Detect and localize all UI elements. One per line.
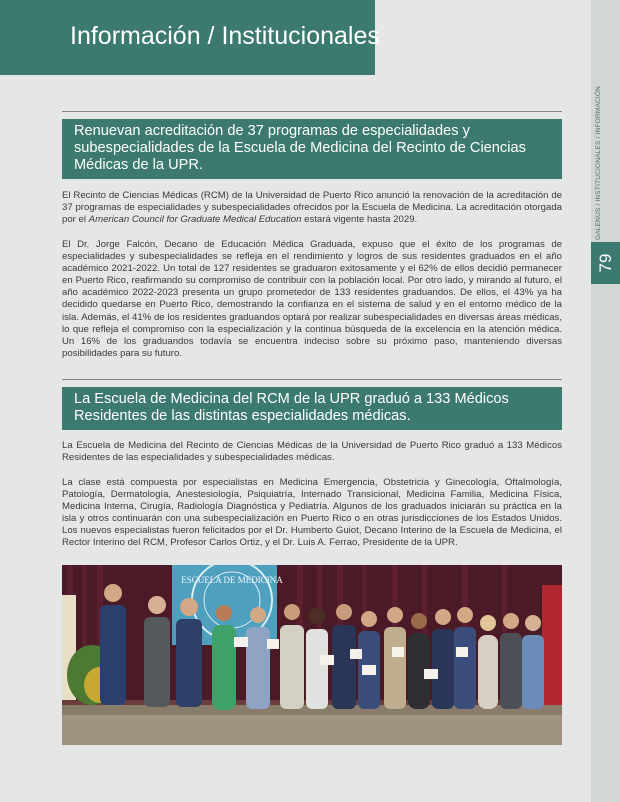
article-1-paragraph-1 — [62, 190, 562, 226]
article-1-heading: Renuevan acreditación de 37 programas de especialidades y subespecialidades de la Escuela de Medicina del Recinto de Ciencias Médicas de la UPR. — [62, 119, 562, 179]
graduation-photo — [62, 565, 562, 745]
seal-banner-text: ESCUELA DE MEDICINA — [181, 575, 283, 585]
article-1-paragraph-2: El Dr. Jorge Falcón, Decano de Educación Médica Graduada, expuso que el éxito de los programas de especialidades y subespecialidades se refleja en el rendimiento y logros de sus residentes graduados en el año académico 2021-2022. Un total de 127 residentes se graduaron exitosamente y el 62% de ellos decidió permanecer en Puerto Rico, reafirmando su compromiso de contribuir con la población local. Por otro lado, y mirando al futuro, el año académico 2022-2023 presenta un grupo prometedor de 133 residentes graduandos. De ellos, el 43% ya ha decidido quedarse en Puerto Rico, demostrando la confianza en el sistema de salud y en el entorno médico de la isla. Además, el 41% de los residentes graduandos optará por realizar subespecialidades en diversas áreas médicas, lo que refleja el compromiso con la especialización y la continua búsqueda de la excelencia en la atención médica. Un 16% de los graduandos todavía se encuentra indeciso sobre su próximo paso, manteniendo diversas posibilidades para su futuro. — [62, 239, 562, 359]
page-number: 79 — [596, 253, 615, 273]
article-1-paragraph-1-text-a: El Recinto de Ciencias Médicas (RCM) de la Universidad de Puerto Rico anunció la renovación de la acreditación de 37 programas de especialidades y subespecialidades ofrecidos por la Escuela de Medicina. La acreditación otorgada por el — [62, 190, 562, 226]
article-1-paragraph-1-text-b: estará vigente hasta 2029. — [301, 214, 418, 226]
article-2-heading: La Escuela de Medicina del RCM de la UPR graduó a 133 Médicos Residentes de las distintas especialidades médicas. — [62, 387, 562, 430]
article-2-paragraph-1: La Escuela de Medicina del Recinto de Ciencias Médicas de la Universidad de Puerto Rico graduó a 133 Médicos Residentes de las especialidades y subespecialidades médicas. — [62, 440, 562, 464]
article-1-council-name: American Council for Graduate Medical Education — [88, 214, 302, 226]
graduation-photo-illustration — [62, 565, 562, 745]
section-title: Información / Institucionales — [70, 22, 380, 50]
divider-rule — [62, 379, 562, 380]
running-section-label: GALENUS / INSTITUCIONALES / INFORMACIÓN — [595, 85, 602, 240]
article-2-paragraph-2: La clase está compuesta por especialistas en Medicina Emergencia, Obstetricia y Ginecología, Oftalmología, Patología, Dermatología, Anestesiología, Psiquiatría, Internado Transicional, Medicina Familia, Medicina Física, Medicina Interna, Cirugía, Radiología Diagnóstica y Pediatría. Algunos de los graduados iniciarán su práctica en la isla y otros continuarán con una subespecialización en Puerto Rico o en otras jurisdicciones de los Estados Unidos. Los nuevos especialistas fueron felicitados por el Dr. Humberto Guiot, Decano Interino de la Escuela de Medicina, el Rector Interino del RCM, Profesor Carlos Ortiz, y el Dr. Luis A. Ferrao, Presidente de la UPR. — [62, 477, 562, 549]
page-number-box — [591, 242, 620, 284]
divider-rule — [62, 111, 562, 112]
section-header-bar — [0, 0, 380, 75]
